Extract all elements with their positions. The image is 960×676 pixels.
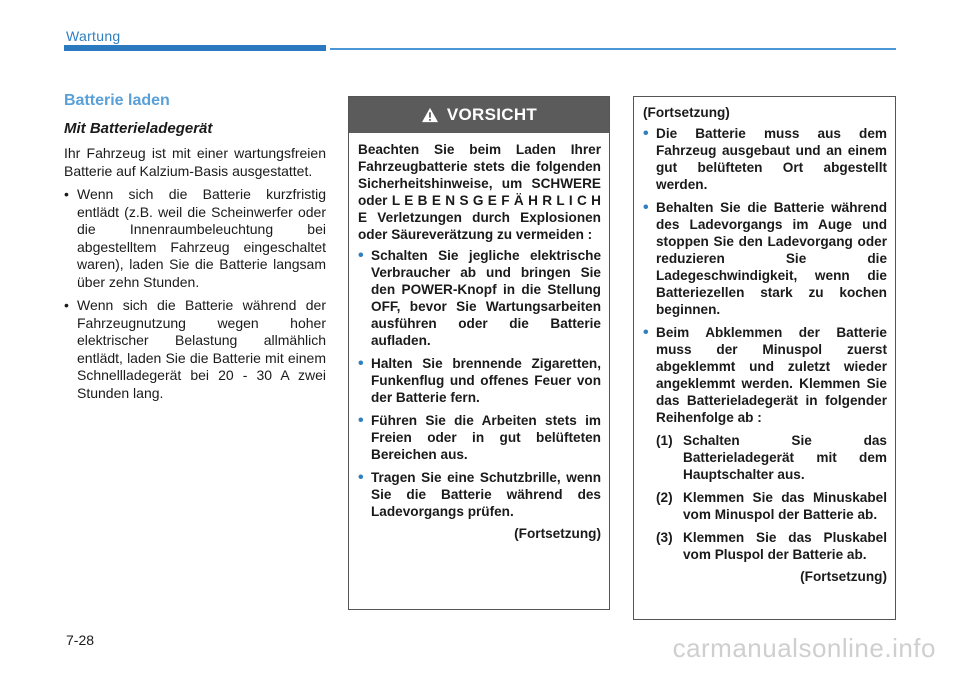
step-text: Klemmen Sie das Minuskabel vom Minuspol der Batterie ab. bbox=[683, 490, 887, 522]
caution-intro: Beachten Sie beim Laden Ihrer Fahrzeugbatterie stets die folgenden Sicherheitshinweise, um SCHWERE oder L E B E N S G E F Ä H R L I C H E Verletzungen durch Explosionen oder Säureverätzung zu vermeiden : bbox=[358, 142, 601, 242]
step-text: Klemmen Sie das Pluskabel vom Pluspol der Batterie ab. bbox=[683, 530, 887, 562]
caution-title: VORSICHT bbox=[446, 105, 538, 124]
caution-body bbox=[349, 133, 609, 541]
caution-header bbox=[349, 97, 609, 133]
step-text: Schalten Sie das Batterieladegerät mit dem Hauptschalter aus. bbox=[683, 433, 887, 482]
caution-bullet-list bbox=[358, 247, 601, 520]
continuation-bullet-item: • Beim Abklemmen der Batterie muss der Minuspol zuerst abgeklemmt und zuletzt wieder angeklemmt werden. Klemmen Sie das Batterieladegerät in folgender Reihenfolge ab : bbox=[643, 324, 887, 426]
continuation-bullet-item: • Die Batterie muss aus dem Fahrzeug ausgebaut und an einem gut belüfteten Ort abgestellt werden. bbox=[643, 125, 887, 193]
section-title: Batterie laden bbox=[64, 92, 170, 109]
step-item bbox=[656, 432, 887, 483]
header-rule-thin bbox=[330, 48, 896, 50]
step-number: (2) bbox=[656, 490, 673, 505]
header-rule-thick bbox=[64, 45, 326, 51]
caution-box bbox=[348, 96, 610, 610]
subheading: Mit Batterieladegerät bbox=[64, 120, 213, 137]
intro-paragraph: Ihr Fahrzeug ist mit einer wartungsfreien Batterie auf Kalzium-Basis ausgestattet. bbox=[64, 145, 326, 179]
continuation-bullet-list bbox=[643, 125, 887, 426]
left-column bbox=[64, 92, 326, 408]
continuation-box bbox=[633, 96, 896, 620]
caution-bullet-item: • Tragen Sie eine Schutzbrille, wenn Sie die Batterie während des Ladevorgangs prüfen. bbox=[358, 469, 601, 520]
left-bullet-list bbox=[64, 186, 326, 402]
watermark: carmanualsonline.info bbox=[672, 633, 936, 663]
warning-triangle-icon bbox=[421, 107, 439, 123]
step-item bbox=[656, 489, 887, 523]
continuation-bullet-item: • Behalten Sie die Batterie während des Ladevorgangs im Auge und stoppen Sie den Ladevorgang oder reduzieren Sie die Ladegeschwindigkeit, wenn die Batteriezellen stark zu kochen beginnen. bbox=[643, 199, 887, 318]
continuation-heading: (Fortsetzung) bbox=[643, 105, 730, 120]
section-label: Wartung bbox=[66, 28, 121, 44]
caution-continued: (Fortsetzung) bbox=[514, 526, 601, 541]
left-bullet-item: • Wenn sich die Batterie kurzfristig entlädt (z.B. weil die Scheinwerfer oder die Innenraumbeleuchtung bei abgestelltem Fahrzeug eingeschaltet waren), laden Sie die Batterie langsam über zehn Stunden. bbox=[64, 186, 326, 291]
caution-bullet-item: • Halten Sie brennende Zigaretten, Funkenflug und offenes Feuer von der Batterie fern. bbox=[358, 355, 601, 406]
left-bullet-item: • Wenn sich die Batterie während der Fahrzeugnutzung wegen hoher elektrischer Belastung allmählich entlädt, laden Sie die Batterie mit einem Schnellladegerät bei 20 - 30 A zwei Stunden lang. bbox=[64, 297, 326, 402]
step-number: (1) bbox=[656, 433, 673, 448]
caution-bullet-item: • Schalten Sie jegliche elektrische Verbraucher ab und bringen Sie den POWER-Knopf in die Stellung OFF, bevor Sie Wartungsarbeiten ausführen oder die Batterie aufladen. bbox=[358, 247, 601, 349]
page-number: 7-28 bbox=[66, 632, 95, 648]
step-item bbox=[656, 529, 887, 563]
step-number: (3) bbox=[656, 530, 673, 545]
caution-bullet-item: • Führen Sie die Arbeiten stets im Freien oder in gut belüfteten Bereichen aus. bbox=[358, 412, 601, 463]
continuation-continued: (Fortsetzung) bbox=[800, 569, 887, 584]
step-list bbox=[643, 432, 887, 563]
